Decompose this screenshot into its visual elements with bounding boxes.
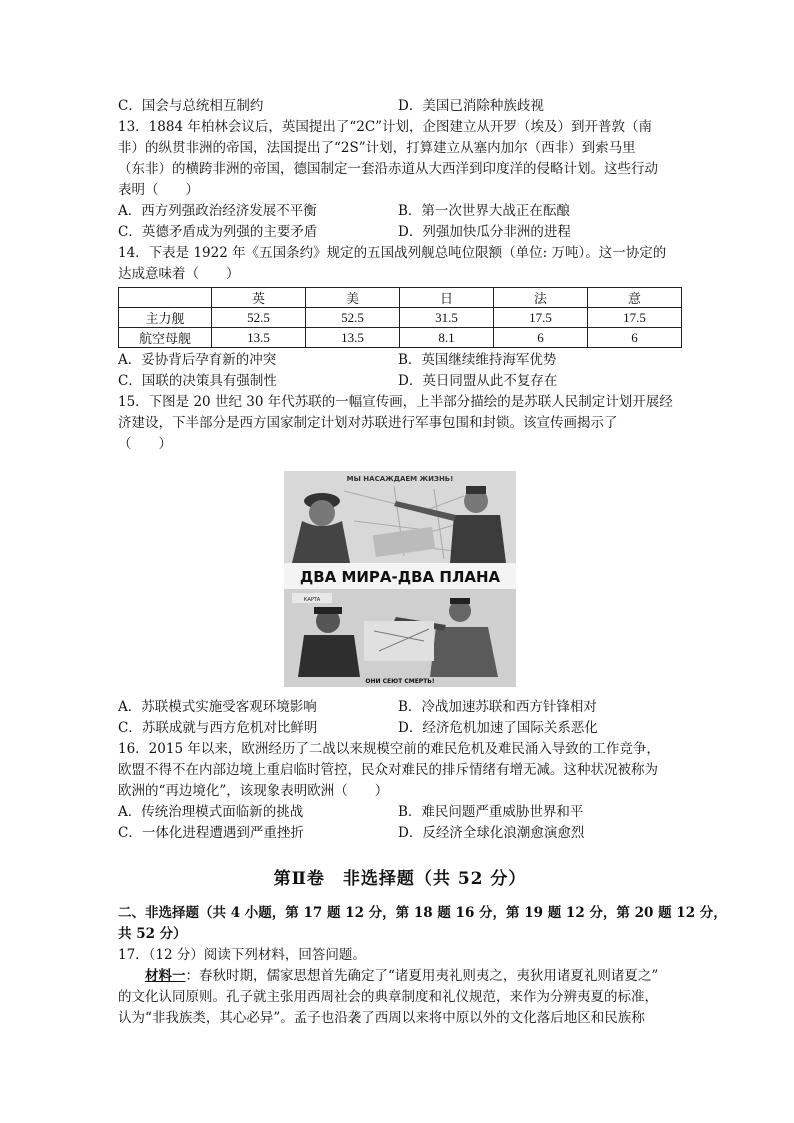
exam-page (118, 96, 727, 1029)
q15-line: （ ） (118, 436, 172, 452)
q14-option-b[interactable]: B．英国继续维持海军优势 (398, 352, 557, 368)
q12-options-cd (118, 96, 682, 117)
table-cell: 航空母舰 (119, 328, 212, 348)
table-row (119, 328, 682, 348)
q13-line: 非）的纵贯非洲的帝国，法国提出了“2S”计划，打算建立从塞内加尔（西非）到索马里 (118, 140, 636, 156)
q15-option-b[interactable]: B．冷战加速苏联和西方针锋相对 (398, 699, 597, 715)
part2-heading-cont: 共 52 分） (118, 926, 187, 942)
material-text: ：春秋时期，儒家思想首先确定了“诸夏用夷礼则夷之，夷狄用诸夏礼则诸夏之” (185, 968, 659, 984)
q15-line: 济建设，下半部分是西方国家制定计划对苏联进行军事包围和封锁。该宣传画揭示了 (118, 415, 618, 431)
poster-top-slogan: МЫ НАСАЖДАЕМ ЖИЗНЬ! (346, 475, 454, 483)
q14-option-c[interactable]: C．国联的决策具有强制性 (118, 373, 277, 389)
q13-stem (118, 117, 682, 201)
q15-options-ab (118, 697, 682, 718)
q13-line: 13．1884 年柏林会议后，英国提出了“2C”计划，企图建立从开罗（埃及）到开普敦（南 (118, 119, 653, 135)
poster-map-label: КАРТА (303, 597, 321, 603)
q13-option-c[interactable]: C．英德矛盾成为列强的主要矛盾 (118, 224, 318, 240)
q17-line: 认为“非我族类，其心必异”。孟子也沿袭了西周以来将中原以外的文化落后地区和民族称 (118, 1010, 645, 1026)
q13-line: 表明（ ） (118, 182, 199, 198)
table-cell: 8.1 (400, 328, 494, 348)
q16-line: 16．2015 年以来，欧洲经历了二战以来规模空前的难民危机及难民涌入导致的工作竞争， (118, 741, 660, 757)
q15-option-a[interactable]: A．苏联模式实施受客观环境影响 (118, 699, 317, 715)
table-header-cell: 美 (306, 288, 400, 308)
poster-bottom-slogan: ОНИ СЕЮТ СМЕРТЬ! (365, 678, 435, 685)
material-label: 材料一 (145, 968, 186, 984)
q17-line: 的文化认同原则。孔子就主张用西周社会的典章制度和礼仪规范，来作为分辨夷夏的标准， (118, 989, 658, 1005)
q15-options-cd (118, 718, 682, 739)
q17-heading: 17．（12 分）阅读下列材料，回答问题。 (118, 947, 366, 963)
table-cell: 6 (588, 328, 682, 348)
q16-option-d[interactable]: D．反经济全球化浪潮愈演愈烈 (398, 825, 585, 841)
section-title: 第Ⅱ卷 非选择题（共 52 分） (273, 869, 527, 889)
table-header-cell: 法 (494, 288, 588, 308)
q16-option-a[interactable]: A．传统治理模式面临新的挑战 (118, 804, 304, 820)
q15-stem (118, 392, 682, 455)
table-header-row (119, 288, 682, 308)
q16-options-cd (118, 823, 682, 844)
q16-stem (118, 739, 682, 802)
table-cell: 17.5 (494, 308, 588, 328)
q15-option-c[interactable]: C．苏联成就与西方危机对比鲜明 (118, 720, 318, 736)
q12-option-d[interactable]: D．美国已消除种族歧视 (398, 98, 544, 114)
table-header-cell (119, 288, 212, 308)
table-cell: 13.5 (212, 328, 306, 348)
table-row (119, 308, 682, 328)
q13-option-b[interactable]: B．第一次世界大战正在酝酿 (398, 203, 570, 219)
q14-options-ab (118, 350, 682, 371)
q14-stem (118, 243, 682, 285)
table-cell: 6 (494, 328, 588, 348)
poster-banner-text: ДВА МИРА-ДВА ПЛАНА (299, 568, 501, 586)
q15-option-d[interactable]: D．经济危机加速了国际关系恶化 (398, 720, 598, 736)
q13-option-d[interactable]: D．列强加快瓜分非洲的进程 (398, 224, 571, 240)
q16-option-b[interactable]: B．难民问题严重威胁世界和平 (398, 804, 584, 820)
table-cell: 52.5 (306, 308, 400, 328)
soviet-propaganda-poster (284, 471, 516, 687)
q15-line: 15．下图是 20 世纪 30 年代苏联的一幅宣传画，上半部分描绘的是苏联人民制定计划开展经 (118, 394, 673, 410)
table-cell: 52.5 (212, 308, 306, 328)
q13-option-a[interactable]: A．西方列强政治经济发展不平衡 (118, 203, 317, 219)
q13-options-ab (118, 201, 682, 222)
table-cell: 17.5 (588, 308, 682, 328)
q16-options-ab (118, 802, 682, 823)
q16-line: 欧洲的“再边境化”，该现象表明欧洲（ ） (118, 783, 389, 799)
q14-line: 达成意味着（ ） (118, 266, 240, 282)
table-header-cell: 意 (588, 288, 682, 308)
table-header-cell: 英 (212, 288, 306, 308)
q14-options-cd (118, 371, 682, 392)
table-header-cell: 日 (400, 288, 494, 308)
table-cell: 13.5 (306, 328, 400, 348)
table-cell: 31.5 (400, 308, 494, 328)
q16-line: 欧盟不得不在内部边境上重启临时管控，民众对难民的排斥情绪有增无减。这种状况被称为 (118, 762, 658, 778)
q13-line: （东非）的横跨非洲的帝国，德国制定一套沿赤道从大西洋到印度洋的侵略计划。这些行动 (118, 161, 658, 177)
q13-options-cd (118, 222, 682, 243)
q14-line: 14．下表是 1922 年《五国条约》规定的五国战列舰总吨位限额（单位: 万吨）。这一协定的 (118, 245, 667, 261)
part2-heading: 二、非选择题（共 4 小题，第 17 题 12 分，第 18 题 16 分，第 19 题 12 分，第 20 题 12 分， (118, 905, 727, 921)
q14-option-a[interactable]: A．妥协背后孕育新的冲突 (118, 352, 277, 368)
q17-material-line (118, 966, 682, 987)
table-cell: 主力舰 (119, 308, 212, 328)
treaty-tonnage-table (118, 287, 682, 348)
q12-option-c[interactable]: C．国会与总统相互制约 (118, 98, 264, 114)
q16-option-c[interactable]: C．一体化进程遭遇到严重挫折 (118, 825, 304, 841)
q14-option-d[interactable]: D．英日同盟从此不复存在 (398, 373, 558, 389)
